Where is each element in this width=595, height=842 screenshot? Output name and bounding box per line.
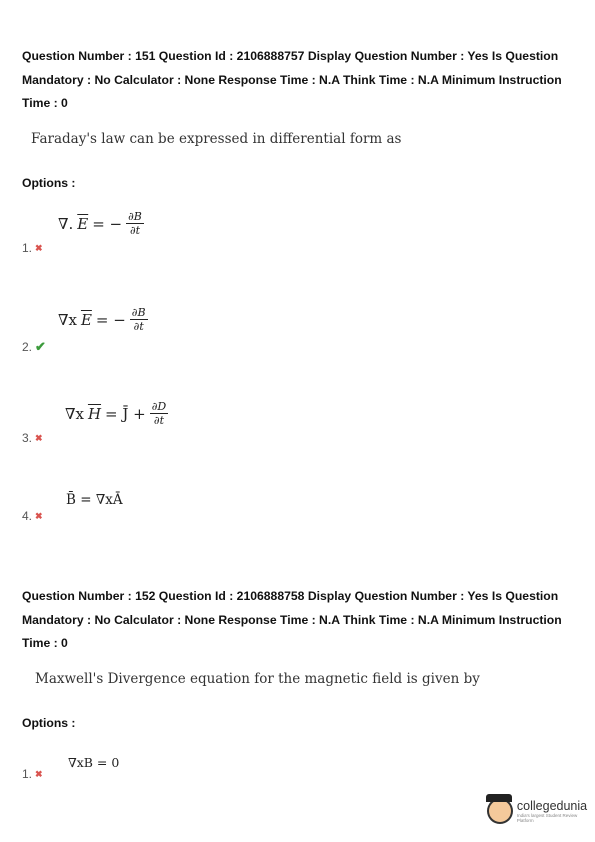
option-1-equation [58,210,144,237]
numerator: ∂D [151,400,167,413]
option-3-number [22,431,43,445]
denominator: ∂t [129,224,141,237]
option-4-equation [66,492,123,508]
denominator: ∂t [133,320,144,333]
equation-rhs: = − [95,310,126,329]
option-1-number [22,241,43,255]
cross-icon: ✖ [35,510,43,521]
cross-icon: ✖ [35,768,43,779]
option-2-number [22,339,46,355]
question-151-text: Faraday's law can be expressed in differential form as [31,131,402,147]
options-label: Options : [22,176,76,190]
option-3-equation [65,400,168,427]
equation-text: B̄ = ∇xĀ [66,492,123,508]
option-number: 1. [22,767,33,781]
fraction [130,306,148,333]
options-label: Options : [22,716,76,730]
logo-tagline: India's largest Student Review Platform [516,813,578,823]
vector-symbol: $\overline{E}$ [80,310,92,329]
option-1-equation [68,755,119,770]
question-152-meta [22,585,582,656]
fraction [150,400,169,427]
meta-line: Mandatory : No Calculator : None Response Time : N.A Think Time : N.A Minimum Instruction [22,72,562,87]
equation-text: ∇xB = 0 [68,755,120,770]
question-152-text: Maxwell's Divergence equation for the magnetic field is given by [35,671,480,687]
cross-icon: ✖ [35,242,43,253]
logo-brand: collegedunia [516,799,588,813]
option-number: 2. [22,340,33,354]
question-151-meta [22,45,582,116]
checkmark-icon: ✔ [35,339,46,354]
cross-icon: ✖ [35,432,43,443]
meta-line: Time : 0 [22,96,68,110]
equation-lhs: ∇x [65,404,84,423]
numerator: ∂B [128,210,142,223]
meta-line: Question Number : 151 Question Id : 2106888757 Display Question Number : Yes Is Question [22,49,559,63]
fraction [126,210,144,237]
option-2-equation [58,306,148,333]
vector-symbol: $\overline{H}$ [87,404,102,423]
collegedunia-logo [487,798,595,824]
option-4-number [22,509,43,523]
meta-line: Mandatory : No Calculator : None Response Time : N.A Think Time : N.A Minimum Instruction [22,612,562,627]
meta-line: Question Number : 152 Question Id : 2106888758 Display Question Number : Yes Is Question [22,589,559,603]
option-number: 1. [22,241,33,255]
option-1-number [22,767,43,781]
meta-line: Time : 0 [22,636,68,650]
vector-symbol: $\overline{E}$ [77,214,89,233]
equation-lhs: ∇x [58,310,77,329]
denominator: ∂t [153,414,165,427]
option-number: 4. [22,509,33,523]
option-number: 3. [22,431,33,445]
mascot-icon [487,798,513,824]
numerator: ∂B [131,306,146,319]
equation-rhs: = J̄ + [105,404,146,423]
equation-rhs: = − [92,214,123,233]
equation-lhs: ∇. [58,214,74,233]
